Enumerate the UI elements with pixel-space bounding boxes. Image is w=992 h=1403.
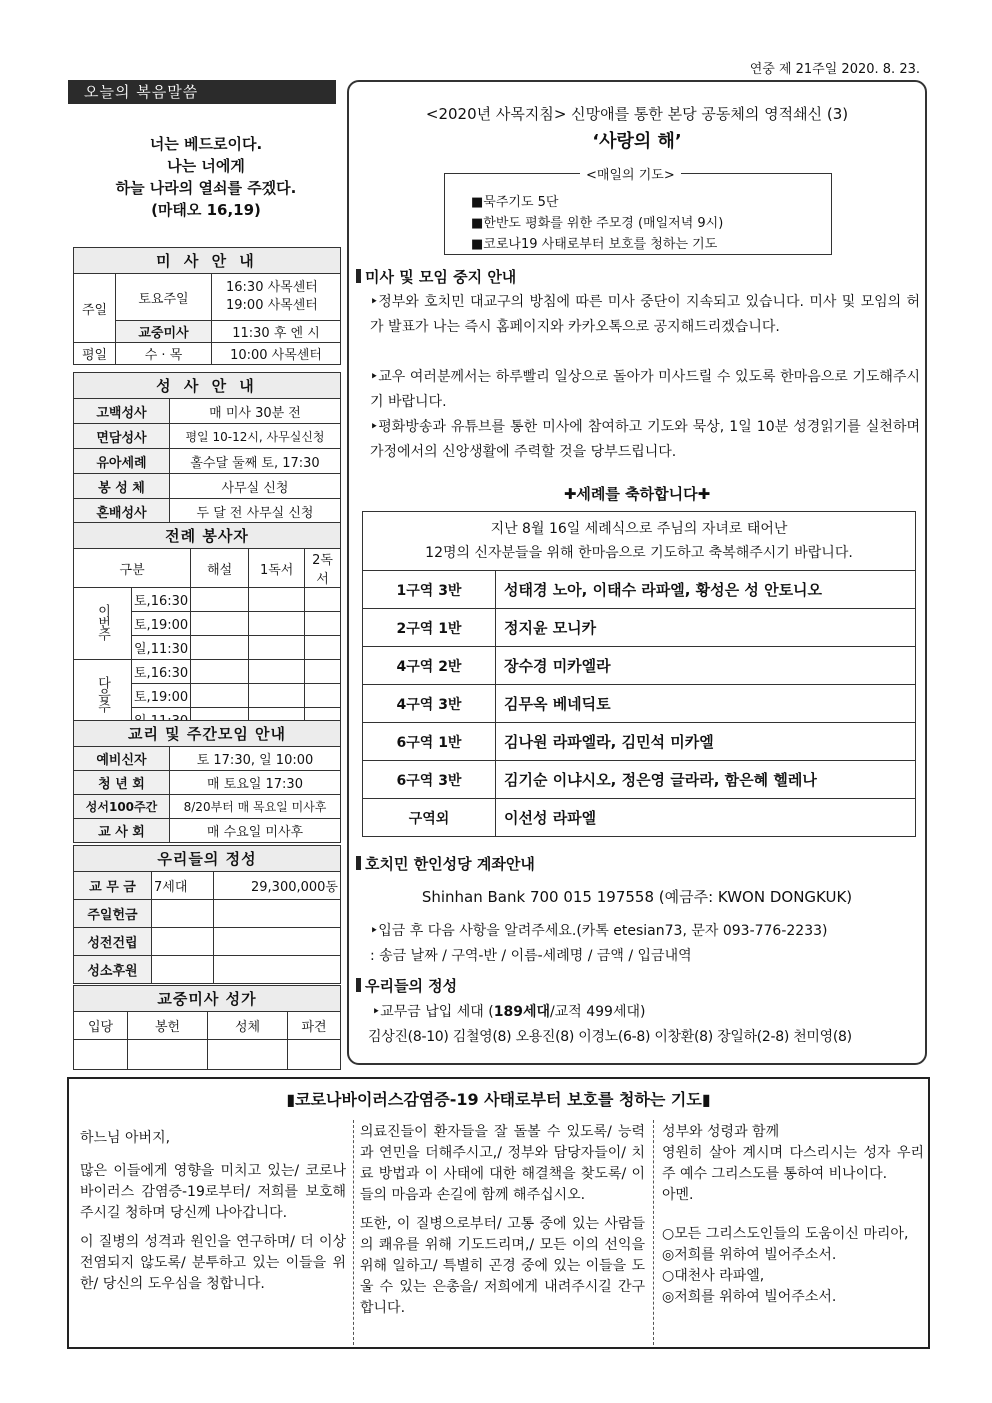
weekday-time: 10:00 사목센터: [212, 343, 341, 365]
hymn-col: 파견: [288, 1012, 341, 1040]
baptism-table: [362, 511, 916, 837]
daily-prayer-box: [444, 173, 832, 255]
daily-prayer-item: ■묵주기도 5단: [471, 195, 559, 210]
gospel-line: (마태오 16,19): [151, 201, 261, 219]
daily-prayer-item: ■한반도 평화를 위한 주모경 (매일저녁 9시): [471, 216, 724, 231]
hymn-col: 성체: [208, 1012, 288, 1040]
offering-households: 7세대: [152, 872, 214, 900]
hymn-table: [73, 985, 341, 1070]
daily-prayer-item: ■코로나19 사태로부터 보호를 청하는 기도: [471, 237, 718, 252]
catechism-label: 성서100주간: [74, 795, 170, 819]
baptism-names: 김나원 라파엘라, 김민석 미카엘: [496, 723, 916, 761]
catechism-label: 예비신자: [74, 747, 170, 771]
gospel-verse: [72, 133, 340, 221]
hymn-col: 입당: [74, 1012, 128, 1040]
sacrament-label: 봉 성 체: [74, 474, 170, 499]
liturgy-time: 토,16:30: [132, 660, 191, 684]
hymn-heading: 교중미사 성가: [74, 986, 341, 1012]
liturgy-time: 토,19:00: [132, 684, 191, 708]
mass-table: [73, 247, 341, 365]
baptism-intro: 지난 8월 16일 세례식으로 주님의 자녀로 태어난: [490, 521, 788, 537]
liturgy-time: 토,19:00: [132, 612, 191, 636]
prayer-para: ◎저희를 위하여 빌어주소서.: [662, 1247, 837, 1263]
liturgy-col: 구분: [74, 549, 191, 588]
tithe-names: 김상진(8-10) 김철영(8) 오용진(8) 이경노(6-8) 이창환(8) 장일하(2-8) 천미영(8): [368, 1029, 852, 1045]
mass-heading: 미 사 안 내: [74, 248, 341, 274]
bullet-square-icon: [356, 269, 361, 283]
prayer-para: 영원히 살아 계시며 다스리시는 성자 우리 주 예수 그리스도를 통하여 비나이다.: [662, 1145, 924, 1182]
offering-label: 성소후원: [74, 956, 152, 984]
offering-label: 교 무 금: [74, 872, 152, 900]
baptism-area: 구역외: [363, 799, 496, 837]
sat-label: 토요주일: [116, 274, 212, 321]
prayer-col-1: [80, 1128, 346, 1303]
sacrament-label: 면담성사: [74, 424, 170, 449]
weekday-label: 평일: [74, 343, 116, 365]
pastoral-guideline: <2020년 사목지침> 신망애를 통한 본당 공동체의 영적쇄신 (3): [425, 105, 849, 123]
liturgy-time: 일,11:30: [132, 636, 191, 660]
catechism-value: 토 17:30, 일 10:00: [170, 747, 341, 771]
sacrament-label: 혼배성사: [74, 499, 170, 524]
hymn-col: 봉헌: [128, 1012, 208, 1040]
prayer-col-3: [662, 1122, 924, 1308]
bulletin-date: 연중 제 21주일 2020. 8. 23.: [749, 62, 920, 77]
catechism-heading: 교리 및 주간모임 안내: [74, 721, 341, 747]
sacrament-value: 평일 10-12시, 사무실신청: [170, 424, 341, 449]
gospel-heading: 오늘의 복음말씀: [68, 80, 336, 104]
baptism-names: 김기순 이냐시오, 정은영 글라라, 함은혜 헬레나: [496, 761, 916, 799]
offering-label: 성전건립: [74, 928, 152, 956]
gospel-line: 하늘 나라의 열쇠를 주겠다.: [115, 179, 297, 197]
weekday-days: 수 · 목: [116, 343, 212, 365]
prayer-para: ◎저희를 위하여 빌어주소서.: [662, 1289, 837, 1305]
baptism-names: 이선성 라파엘: [496, 799, 916, 837]
year-theme: ‘사랑의 해’: [592, 131, 682, 152]
baptism-intro: 12명의 신자분들을 위해 한마음으로 기도하고 축복해주시기 바랍니다.: [425, 545, 853, 561]
prayer-para: 성부와 성령과 함께: [662, 1124, 780, 1140]
liturgy-table: [73, 522, 341, 732]
offering-amount: 29,300,000동: [214, 872, 341, 900]
account-heading: 호치민 한인성당 계좌안내: [356, 853, 535, 874]
offering-table: [73, 845, 341, 984]
sunday-label: 주일: [74, 274, 116, 343]
catechism-value: 매 토요일 17:30: [170, 771, 341, 795]
baptism-area: 4구역 3반: [363, 685, 496, 723]
baptism-names: 성태경 노아, 이태수 라파엘, 황성은 성 안토니오: [496, 571, 916, 609]
baptism-names: 김무옥 베네딕토: [496, 685, 916, 723]
liturgy-col: 해설: [191, 549, 249, 588]
baptism-area: 6구역 1반: [363, 723, 496, 761]
liturgy-col: 1독서: [249, 549, 305, 588]
column-divider: [653, 1120, 654, 1345]
baptism-area: 1구역 3반: [363, 571, 496, 609]
liturgy-col: 2독서: [305, 549, 341, 588]
next-week-label: 다음주: [95, 675, 110, 712]
prayer-para: 많은 이들에게 영향을 미치고 있는/ 코로나 바이러스 감염증-19로부터/ 저희를 보호해주시길 청하며 당신께 나아갑니다.: [80, 1163, 346, 1221]
sat-time: 19:00 사목센터: [226, 298, 318, 313]
catechism-table: [73, 720, 341, 843]
gospel-line: 너는 베드로이다.: [149, 135, 263, 153]
suspension-item: ‣교우 여러분께서는 하루빨리 일상으로 돌아가 미사드릴 수 있도록 한마음으로 기도해주시기 바랍니다.: [370, 369, 920, 410]
suspension-heading: 미사 및 모임 중지 안내: [356, 266, 516, 287]
sacrament-value: 홀수달 둘째 토, 17:30: [170, 449, 341, 474]
bank-account: Shinhan Bank 700 015 197558 (예금주: KWON DONGKUK): [421, 888, 853, 906]
suspension-item: ‣평화방송과 유튜브를 통한 미사에 참여하고 기도와 묵상, 1일 10분 성경읽기를 실천하며 가정에서의 신앙생활에 주력할 것을 당부드립니다.: [370, 419, 920, 460]
tithe-households: ‣교무금 납입 세대 (189세대/교적 499세대): [372, 1004, 646, 1020]
catechism-value: 매 수요일 미사후: [170, 819, 341, 843]
community-mass-label: 교중미사: [116, 321, 212, 343]
sacrament-value: 매 미사 30분 전: [170, 399, 341, 424]
prayer-para: 아멘.: [662, 1187, 694, 1203]
prayer-para: 또한, 이 질병으로부터/ 고통 중에 있는 사람들의 쾌유를 위해 기도드리며,/ 모든 이의 선익을 위해 일하고/ 특별히 곤경 중에 있는 이들을 도울 수 있는 은총을/ 저희에게 내려주시길 간구합니다.: [360, 1216, 645, 1316]
baptism-area: 4구역 2반: [363, 647, 496, 685]
sacrament-table: [73, 372, 341, 524]
catechism-label: 청 년 회: [74, 771, 170, 795]
sacrament-heading: 성 사 안 내: [74, 373, 341, 399]
baptism-names: 장수경 미카엘라: [496, 647, 916, 685]
this-week-label: 이번주: [95, 603, 110, 640]
gospel-line: 나는 너에게: [167, 157, 245, 175]
account-note: : 송금 날짜 / 구역-반 / 이름-세례명 / 금액 / 입금내역: [370, 948, 692, 964]
prayer-para: ○대천사 라파엘,: [662, 1268, 765, 1284]
sacrament-label: 유아세례: [74, 449, 170, 474]
baptism-area: 2구역 1반: [363, 609, 496, 647]
column-divider: [353, 1120, 354, 1345]
sacrament-label: 고백성사: [74, 399, 170, 424]
sacrament-value: 사무실 신청: [170, 474, 341, 499]
prayer-para: ○모든 그리스도인들의 도움이신 마리아,: [662, 1226, 909, 1242]
offering-right-heading: 우리들의 정성: [356, 975, 457, 996]
prayer-para: 하느님 아버지,: [80, 1130, 171, 1146]
prayer-para: 의료진들이 환자들을 잘 돌볼 수 있도록/ 능력과 연민을 더해주시고,/ 정부와 담당자들이/ 치료 방법과 이 사태에 대한 해결책을 찾도록/ 이들의 마음과 손길에 함께 해주십시오.: [360, 1124, 645, 1203]
catechism-label: 교 사 회: [74, 819, 170, 843]
sat-time: 16:30 사목센터: [226, 280, 318, 295]
sacrament-value: 두 달 전 사무실 신청: [170, 499, 341, 524]
baptism-area: 6구역 3반: [363, 761, 496, 799]
suspension-item: ‣정부와 호치민 대교구의 방침에 따른 미사 중단이 지속되고 있습니다. 미사 및 모임의 허가 발표가 나는 즉시 홈페이지와 카카오톡으로 공지해드리겠습니다.: [370, 294, 920, 335]
prayer-para: 이 질병의 성격과 원인을 연구하며/ 더 이상 전염되지 않도록/ 분투하고 있는 이들을 위한/ 당신의 도우심을 청합니다.: [80, 1234, 346, 1292]
community-mass-time: 11:30 후 엔 시: [212, 321, 341, 343]
offering-label: 주일헌금: [74, 900, 152, 928]
covid-prayer-title: ▮코로나바이러스감염증-19 사태로부터 보호를 청하는 기도▮: [286, 1090, 711, 1109]
baptism-heading: ✚세례를 축하합니다✚: [563, 485, 711, 503]
bullet-square-icon: [356, 978, 361, 992]
liturgy-heading: 전례 봉사자: [74, 523, 341, 549]
offering-heading: 우리들의 정성: [74, 846, 341, 872]
prayer-col-2: [360, 1122, 645, 1327]
baptism-names: 정지윤 모니카: [496, 609, 916, 647]
account-note: ‣입금 후 다음 사항을 알려주세요.(카톡 etesian73, 문자 093-776-2233): [370, 923, 828, 939]
bullet-square-icon: [356, 856, 361, 870]
catechism-value: 8/20부터 매 목요일 미사후: [170, 795, 341, 819]
daily-prayer-title: <매일의 기도>: [580, 164, 681, 183]
liturgy-time: 토,16:30: [132, 588, 191, 612]
